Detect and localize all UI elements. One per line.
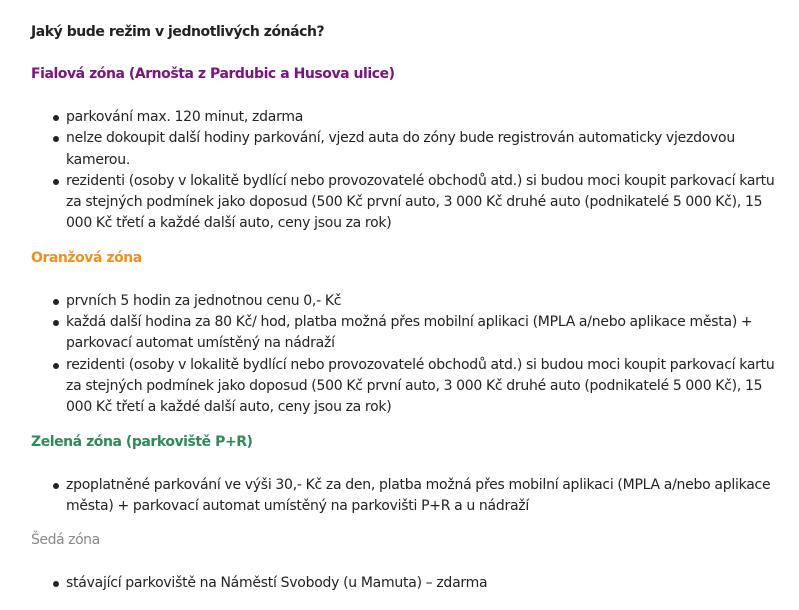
zone-title-oranzova: Oranžová zóna	[31, 249, 142, 266]
list-item: prvních 5 hodin za jednotnou cenu 0,- Kč	[66, 291, 776, 312]
zone-oranzova-list	[31, 291, 776, 419]
list-item: rezidenti (osoby v lokalitě bydlící nebo provozovatelé obchodů atd.) si budou moci koupit parkovací kartu za stejných podmínek jako doposud (500 Kč první auto, 3 000 Kč druhé auto (podnikatelé 5 000 Kč), 15 000 Kč třetí a každé další auto, ceny jsou za rok)	[66, 355, 776, 419]
list-item: rezidenti (osoby v lokalitě bydlící nebo provozovatelé obchodů atd.) si budou moci koupit parkovací kartu za stejných podmínek jako doposud (500 Kč první auto, 3 000 Kč druhé auto (podnikatelé 5 000 Kč), 15 000 Kč třetí a každé další auto, ceny jsou za rok)	[66, 171, 776, 235]
question-heading: Jaký bude režim v jednotlivých zónách?	[31, 24, 325, 40]
list-item: nelze dokoupit další hodiny parkování, vjezd auta do zóny bude registrován automaticky vjezdovou kamerou.	[66, 128, 776, 171]
zone-oranzova	[31, 249, 776, 419]
list-item: stávající parkoviště na Náměstí Svobody (u Mamuta) – zdarma	[66, 573, 776, 594]
zone-seda-list	[31, 573, 776, 594]
zone-seda	[31, 531, 776, 594]
zone-title-zelena: Zelená zóna (parkoviště P+R)	[31, 433, 253, 450]
zone-title-seda: Šedá zóna	[31, 532, 100, 549]
zone-fialova	[31, 65, 776, 235]
zone-zelena-list	[31, 475, 776, 518]
list-item: každá další hodina za 80 Kč/ hod, platba možná přes mobilní aplikaci (MPLA a/nebo aplikace města) + parkovací automat umístěný na nádraží	[66, 312, 776, 355]
zone-fialova-list	[31, 107, 776, 235]
list-item: zpoplatněné parkování ve výši 30,- Kč za den, platba možná přes mobilní aplikaci (MPLA a/nebo aplikace města) + parkovací automat umístěný na parkovišti P+R a u nádraží	[66, 475, 776, 518]
zone-title-fialova: Fialová zóna (Arnošta z Pardubic a Husova ulice)	[31, 66, 395, 82]
zone-zelena	[31, 433, 776, 518]
list-item: parkování max. 120 minut, zdarma	[66, 107, 776, 128]
